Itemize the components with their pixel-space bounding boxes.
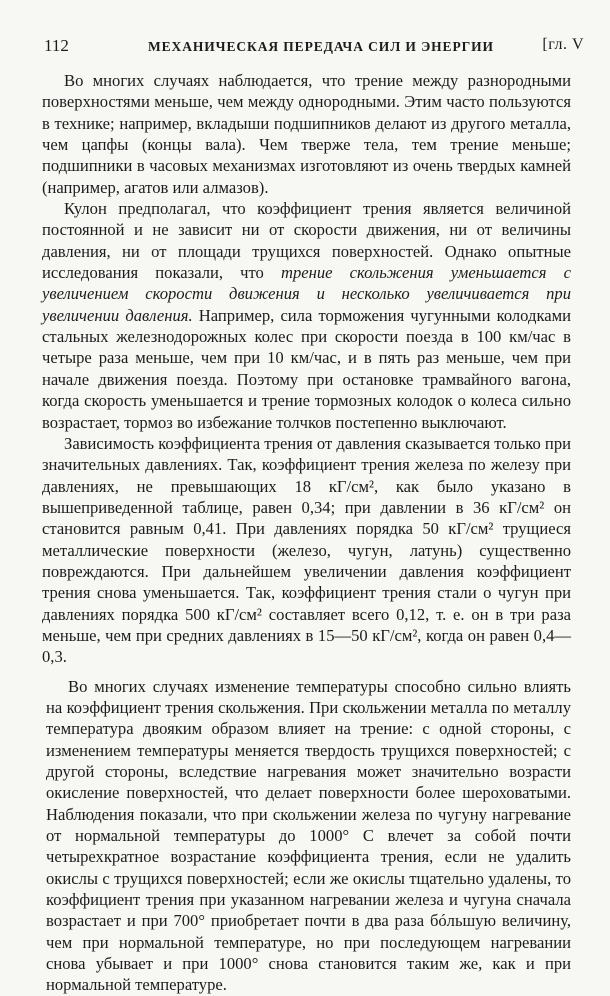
paragraph-text: Кулон предполагал, что коэффициент трения является величиной постоянной и не зависит ни от скорости движения, ни от величины давления, ни от площади трущихся поверхностей. Однако опытные исследования показали, что bbox=[42, 199, 571, 283]
paragraph-friction-materials: Во многих случаях наблюдается, что трение между разнородными поверхностями меньше, чем между однородными. Этим часто пользуются в технике; например, вкладыши подшипников делают из другого металла, чем цапфы (концы вала). Чем тверже тела, тем трение меньше; подшипники в часовых механизмах изготовляют из очень твердых камней (например, агатов или алмазов). bbox=[42, 71, 571, 197]
paragraph-text: Например, сила торможения чугунными колодками стальных железнодорожных колес при скорости поезда в 100 км/час в четыре раза меньше, чем при 10 км/час, и в пять раз меньше, чем при начале движения поезда. Поэтому при остановке трамвайного вагона, когда скорость уменьшается и трение тормозных колодок о колеса сильно возрастает, тормоз во избежание толчков постепенно выключают. bbox=[42, 305, 572, 432]
paragraph-temperature: Во многих случаях изменение температуры способно сильно влиять на коэффициент трения скольжения. При скольжении металла по металлу температура двояким образом влияет на трение: с одной стороны, с изменением температуры меняется твердость трущихся поверхностей; с другой стороны, вследствие нагревания может значительно возрасти окисление поверхностей, что делает поверхности более шероховатыми. Наблюдения показали, что при скольжении железа по чугуну нагревание от нормальной температуры до 1000° С влечет за собой почти четырехкратное возрастание коэффициента трения, если не удалить окислы с трущихся поверхностей; если же окислы тщательно удалены, то коэффициент трения при указанном нагревании железа и чугуна сначала возрастает и при 700° приобретает почти в два раза бóльшую величину, чем при нормальной температуре, но при последующем нагревании снова убывает и при 1000° снова становится таким же, как и при нормальной температуре. bbox=[46, 676, 571, 995]
page-number: 112 bbox=[44, 36, 69, 55]
paragraph-coulomb bbox=[42, 198, 571, 433]
paragraph-pressure: Зависимость коэффициента трения от давления сказывается только при значительных давлениях. Так, коэффициент трения железа по железу при давлениях, не превышающих 18 кГ/см², как было указано в вышеприведенной таблице, равен 0,34; при давлении в 36 кГ/см² он становится равным 0,41. При давлениях порядка 50 кГ/см² трущиеся металлические поверхности (железо, чугун, латунь) существенно повреждаются. При дальнейшем увеличении давления коэффициент трения снова уменьшается. Так, коэффициент трения стали о чугун при давлениях порядка 500 кГ/см² составляет всего 0,12, т. е. он в три раза меньше, чем при средних давлениях в 15—50 кГ/см², когда он равен 0,4—0,3. bbox=[42, 433, 571, 667]
text-body bbox=[42, 70, 571, 996]
chapter-marker: [гл. V bbox=[542, 36, 584, 53]
running-title: МЕХАНИЧЕСКАЯ ПЕРЕДАЧА СИЛ И ЭНЕРГИИ bbox=[148, 39, 494, 54]
running-header bbox=[44, 36, 584, 58]
emphasized-law: трение скольжения уменьшается с увеличением скорости движения и несколько увеличивается при увеличении давления. bbox=[42, 263, 571, 325]
